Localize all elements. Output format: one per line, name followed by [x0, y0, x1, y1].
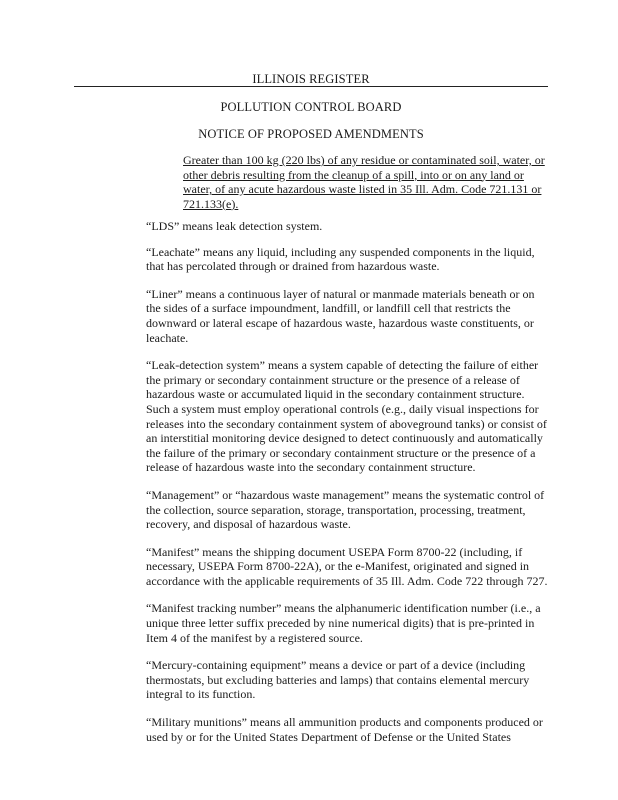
notice-title: NOTICE OF PROPOSED AMENDMENTS [198, 127, 424, 141]
definition-leak-detection-system: “Leak-detection system” means a system capable of detecting the failure of either the primary or secondary containment structure or the presence of a release of hazardous waste or accumulated liquid in the secondary containment structure. Such a system must employ operational controls (e.g., daily visual inspections for releases into the secondary containment system of aboveground tanks) or consist of an interstitial monitoring device designed to detect continuously and automatically the failure of the primary or secondary containment structure or the presence of a release of hazardous waste into the secondary containment structure. [146, 358, 547, 475]
definition-military-munitions: “Military munitions” means all ammunition products and components produced or used by or for the United States Department of Defense or the United States [146, 715, 543, 744]
definition-management: “Management” or “hazardous waste management” means the systematic control of the collection, source separation, storage, transportation, processing, treatment, recovery, and disposal of hazardous waste. [146, 487, 545, 532]
header-divider [74, 86, 548, 87]
definition-lds: “LDS” means leak detection system. [146, 219, 323, 233]
definition-liner: “Liner” means a continuous layer of natural or manmade materials beneath or on the sides of a surface impoundment, landfill, or landfill cell that restricts the downward or lateral escape of hazardous waste, hazardous waste constituents, or leachate. [146, 286, 535, 345]
definitions-list [146, 219, 550, 757]
definition-leachate: “Leachate” means any liquid, including any suspended components in the liquid, that has percolated through or drained from hazardous waste. [146, 244, 535, 274]
definition-manifest: “Manifest” means the shipping document USEPA Form 8700-22 (including, if necessary, USEPA Form 8700-22A), or the e-Manifest, originated and signed in accordance with the applicable requirements of 35 Ill. Adm. Code 722 through 727. [146, 544, 548, 588]
definition-mercury-containing-equipment: “Mercury-containing equipment” means a device or part of a device (including thermostats, but excluding batteries and lamps) that contains elemental mercury integral to its function. [146, 658, 530, 702]
board-title: POLLUTION CONTROL BOARD [220, 100, 402, 114]
definition-manifest-tracking-number: “Manifest tracking number” means the alphanumeric identification number (i.e., a unique three letter suffix preceded by nine numerical digits) that is pre-printed in Item 4 of the manifest by a registered source. [146, 601, 541, 645]
register-title: ILLINOIS REGISTER [252, 72, 370, 86]
amendment-paragraph: Greater than 100 kg (220 lbs) of any residue or contaminated soil, water, or other debris resulting from the cleanup of a spill, into or on any land or water, of any acute hazardous waste listed in 35 Ill. Adm. Code 721.131 or 721.133(e). [183, 153, 545, 211]
